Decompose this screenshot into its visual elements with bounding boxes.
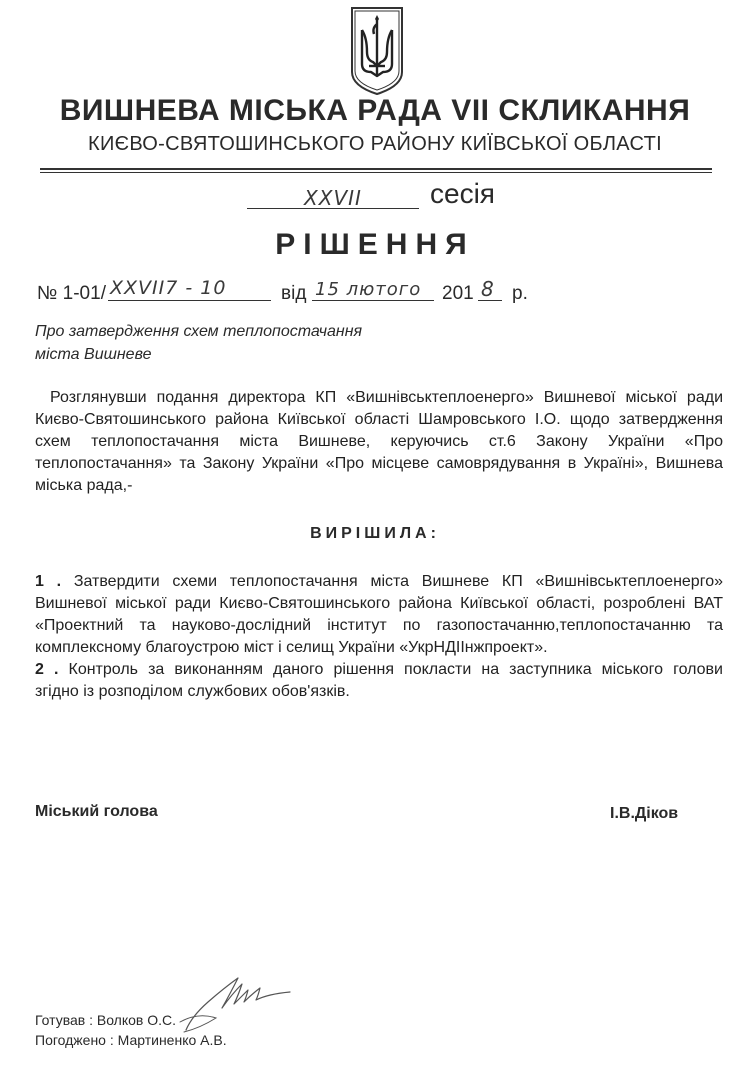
agreed-by: Погоджено : Мартиненко А.В. (35, 1032, 227, 1048)
preamble-line: Києво-Святошинського района Київської області Шамровського І.О. щодо затвердження (35, 411, 723, 428)
prepared-by: Готував : Волков О.С. (35, 1012, 177, 1028)
resolved-heading: ВИРІШИЛА: (310, 525, 440, 542)
decision-date: 15 лютого (315, 279, 422, 300)
item-2-line: згідно із розподілом службових обов'язків. (35, 683, 350, 700)
decision-title: РІШЕННЯ (275, 228, 475, 261)
preamble-line: схем теплопостачання міста Вишневе, керуючись ст.6 Закону України «Про (35, 433, 723, 450)
coat-of-arms-icon (349, 6, 405, 96)
item-1-line: Вишневої міської ради Києво-Святошинського района Київської області, розроблені ВАТ (35, 595, 723, 612)
subject-line: Про затвердження схем теплопостачання (35, 323, 363, 340)
item-2-line (35, 659, 723, 681)
decision-number-prefix: № 1-01/ (37, 283, 106, 304)
date-label: від (281, 283, 307, 304)
resolution-items (35, 571, 723, 703)
item-1-line (35, 571, 723, 593)
item-1-line: «Проектний та науково-дослідний інститут по газопостачанню,теплопостачанню та (35, 617, 723, 634)
preamble-paragraph (35, 387, 723, 497)
session-number: XXVII (304, 186, 362, 210)
item-2-text: Контроль за виконанням даного рішення покласти на заступника міського голови (68, 661, 723, 678)
decision-number: XXVII7 - 10 (110, 277, 227, 299)
year-suffix: р. (512, 283, 528, 304)
year-underline (478, 300, 502, 301)
handwritten-signature (178, 972, 298, 1034)
header-divider (40, 168, 712, 170)
signatory-title: Міський голова (35, 803, 158, 820)
item-1-line: комплексному благоустрою міст і селищ України «УкрНДІІнжпроект». (35, 639, 548, 656)
session-number-underline (247, 208, 419, 209)
item-2-number: 2 . (35, 661, 59, 678)
header-divider-thin (40, 172, 712, 173)
year-digit: 8 (481, 277, 495, 301)
council-subtitle: КИЄВО-СВЯТОШИНСЬКОГО РАЙОНУ КИЇВСЬКОЇ ОБЛАСТІ (88, 133, 662, 155)
preamble-line: Розглянувши подання директора КП «Вишнівськтеплоенерго» Вишневої міської ради (50, 389, 723, 406)
council-title: ВИШНЕВА МІСЬКА РАДА VII СКЛИКАННЯ (59, 94, 691, 127)
year-prefix: 201 (442, 283, 474, 304)
preamble-line: міська рада,- (35, 477, 133, 494)
item-1-text: Затвердити схеми теплопостачання міста Вишневе КП «Вишнівськтеплоенерго» (73, 573, 723, 590)
preamble-line: теплопостачання» та Закону України «Про місцеве самоврядування в Україні», Вишнева (35, 455, 723, 472)
decision-number-underline (108, 300, 271, 301)
item-1-number: 1 . (35, 573, 62, 590)
decision-date-underline (312, 300, 434, 301)
decision-subject (35, 320, 362, 366)
subject-line: міста Вишневе (35, 346, 152, 363)
session-label: сесія (430, 178, 495, 209)
signatory-name: І.В.Діков (610, 805, 679, 822)
